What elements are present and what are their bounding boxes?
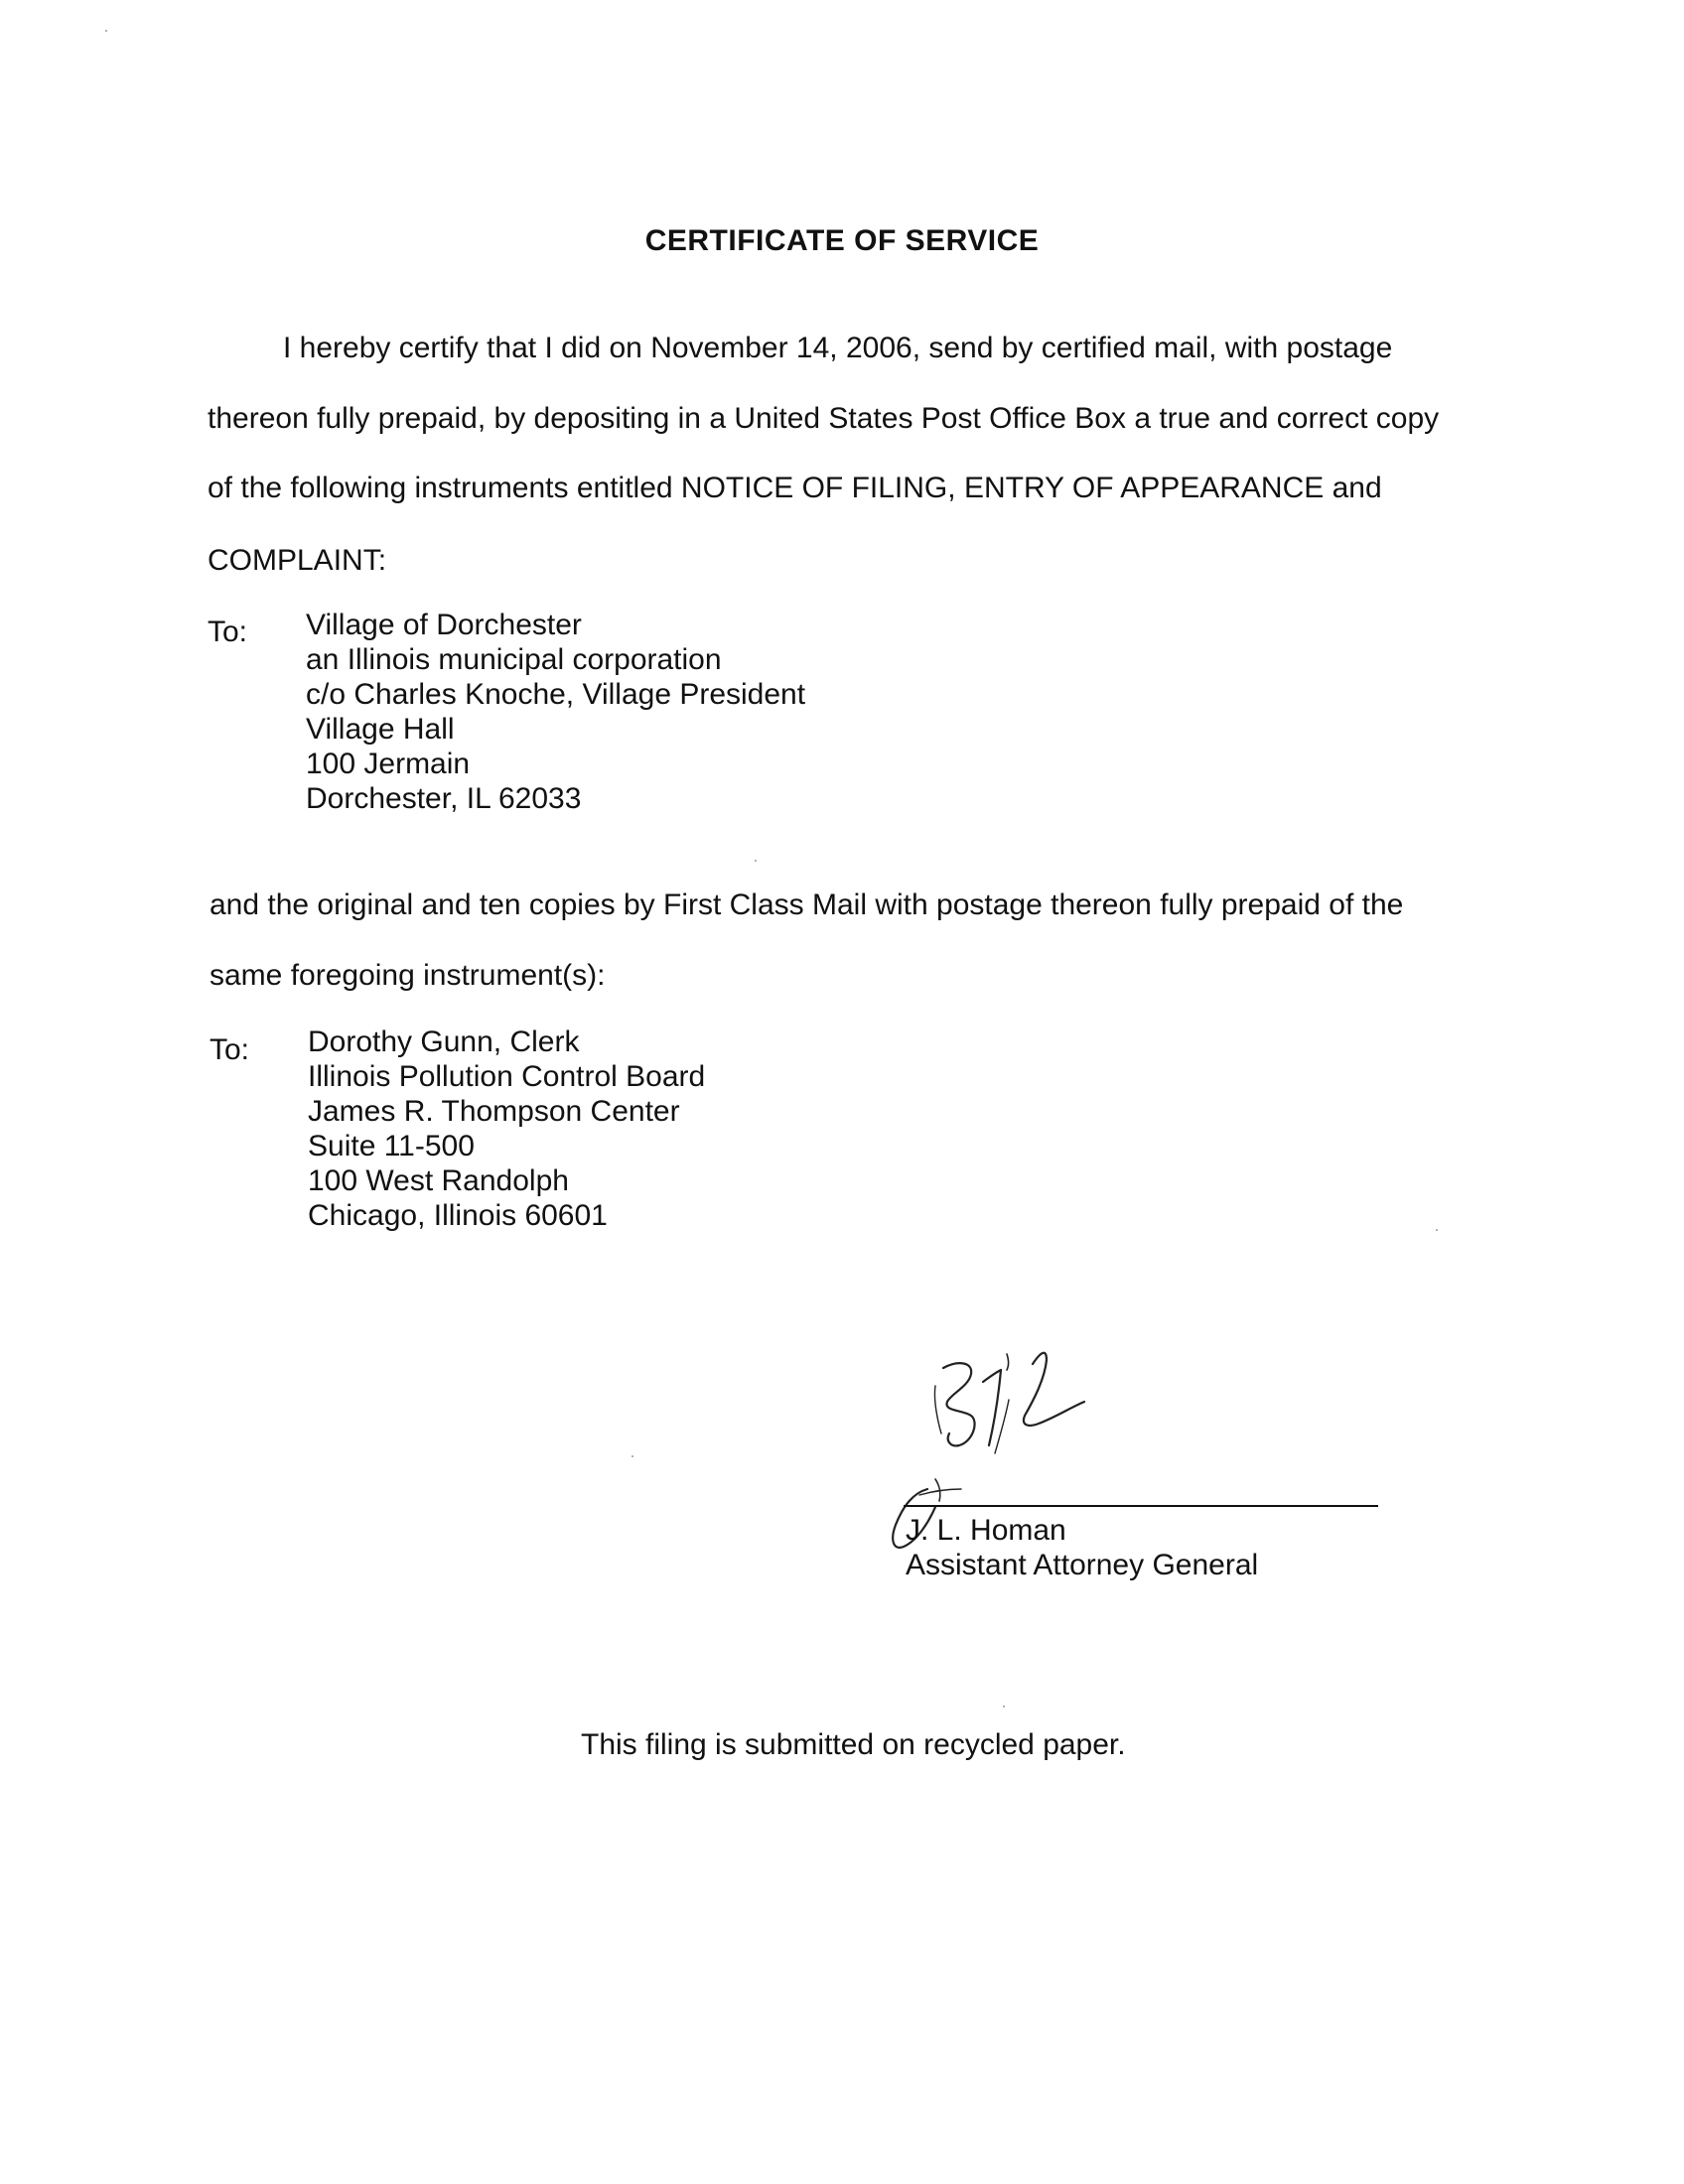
page-title: CERTIFICATE OF SERVICE [644,224,1040,257]
paragraph-1-line-2: thereon fully prepaid, by depositing in a United States Post Office Box a true and correct copy [208,402,1440,435]
signatory-block [906,1513,1258,1582]
address-line: Suite 11-500 [308,1130,475,1162]
address-line: Illinois Pollution Control Board [308,1060,706,1093]
recipient-1-to-label: To: [208,615,248,648]
signatory-title: Assistant Attorney General [906,1549,1259,1581]
paragraph-1-line-4: COMPLAINT: [208,544,387,577]
scan-speck [755,860,757,862]
recycled-paper-note: This filing is submitted on recycled paper. [581,1728,1126,1761]
paragraph-2-line-1: and the original and ten copies by First Class Mail with postage thereon fully prepaid of the [210,888,1404,921]
address-line: Dorothy Gunn, Clerk [308,1025,580,1058]
scan-speck [105,30,107,32]
address-line: 100 Jermain [306,748,471,780]
paragraph-2-line-2: same foregoing instrument(s): [210,959,606,992]
signatory-name: J. L. Homan [906,1514,1066,1547]
paragraph-1-line-3: of the following instruments entitled NOTICE OF FILING, ENTRY OF APPEARANCE and [208,472,1382,504]
address-line: 100 West Randolph [308,1164,569,1197]
scan-speck [1436,1229,1438,1231]
address-line: Village Hall [306,713,455,746]
signature-line [904,1505,1378,1507]
address-line: Dorchester, IL 62033 [306,782,582,815]
address-line: James R. Thompson Center [308,1095,680,1128]
recipient-1-address [306,608,805,816]
address-line: an Illinois municipal corporation [306,643,722,676]
recipient-2-address [308,1024,705,1233]
recipient-2-to-label: To: [210,1033,250,1066]
scan-speck [1003,1706,1005,1707]
scan-speck [632,1455,633,1457]
address-line: Village of Dorchester [306,609,582,641]
address-line: Chicago, Illinois 60601 [308,1199,608,1232]
paragraph-1-line-1: I hereby certify that I did on November 14, 2006, send by certified mail, with postage [283,332,1393,364]
address-line: c/o Charles Knoche, Village President [306,678,806,711]
